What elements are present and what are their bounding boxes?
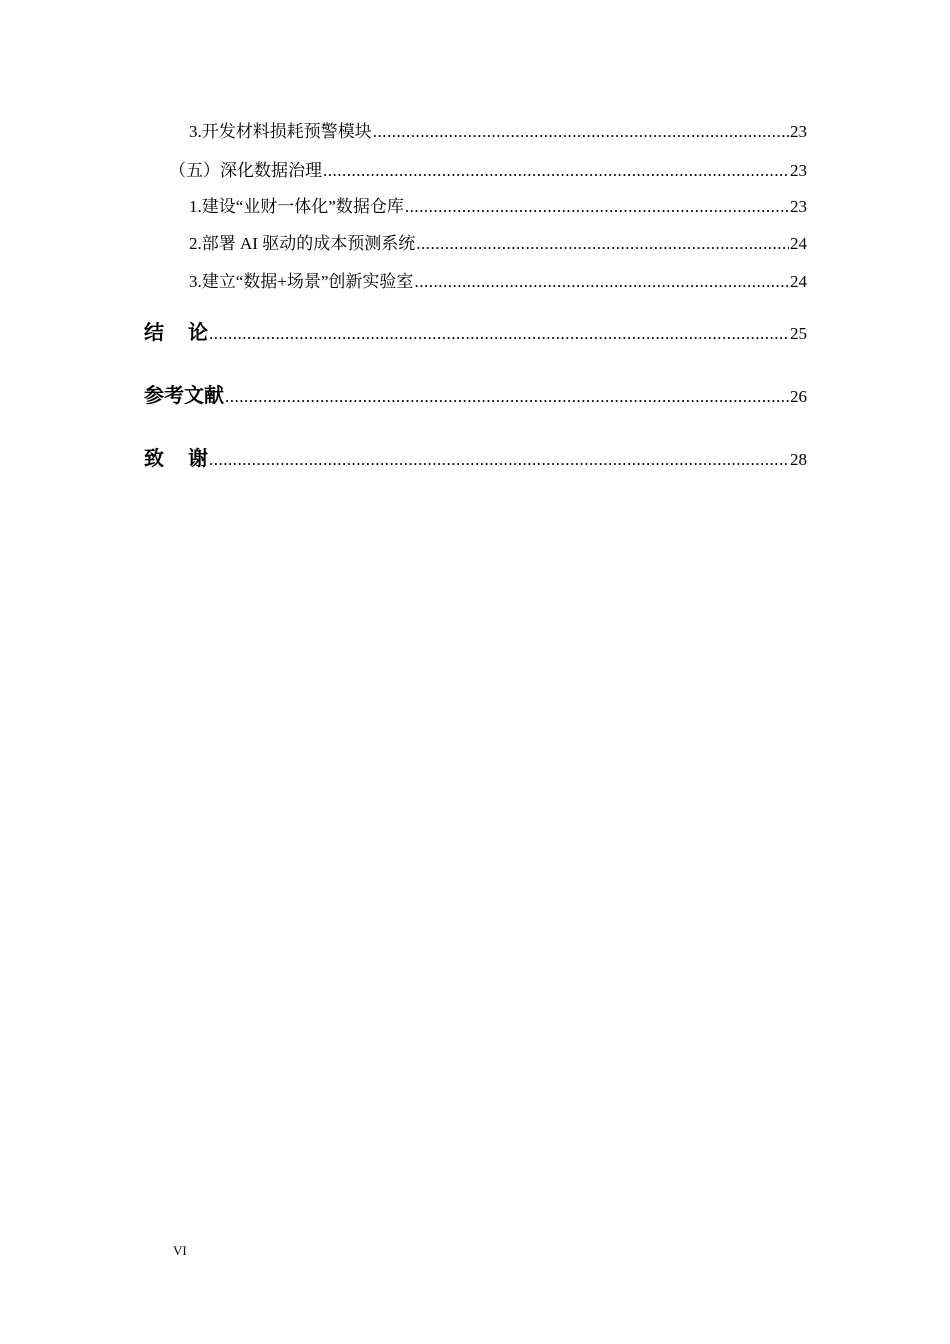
dot-leader — [323, 161, 789, 181]
dot-leader — [405, 197, 789, 217]
toc-entry-title: 参考文献 — [144, 383, 224, 407]
toc-entry-title: 3.建立“数据+场景”创新实验室 — [189, 272, 414, 291]
title-char: 致 — [144, 446, 164, 470]
dot-leader — [209, 324, 789, 344]
toc-entry-page: 24 — [790, 272, 807, 291]
dot-leader — [416, 234, 789, 254]
dot-leader — [225, 387, 789, 407]
dot-leader — [414, 272, 789, 292]
toc-entry-title: 2.部署 AI 驱动的成本预测系统 — [189, 234, 416, 253]
toc-entry-innovation-lab[interactable] — [189, 267, 807, 289]
toc-entry-references[interactable] — [144, 379, 807, 405]
toc-entry-data-governance[interactable] — [169, 156, 807, 178]
toc-entry-page: 26 — [790, 387, 807, 406]
toc-entry-material-loss-warning[interactable] — [189, 117, 807, 139]
page-number-footer: VI — [173, 1243, 187, 1258]
toc-entry-title: 1.建设“业财一体化”数据仓库 — [189, 197, 404, 216]
title-char: 结 — [144, 320, 164, 344]
toc-entry-page: 25 — [790, 324, 807, 343]
toc-entry-title: （五）深化数据治理 — [169, 161, 322, 180]
dot-leader — [209, 450, 789, 470]
toc-entry-page: 23 — [790, 197, 807, 216]
toc-entry-page: 24 — [790, 234, 807, 253]
toc-entry-ai-cost-forecast[interactable] — [189, 229, 807, 251]
dot-leader — [373, 122, 789, 142]
toc-entry-page: 28 — [790, 450, 807, 469]
title-char: 谢 — [188, 446, 208, 470]
toc-entry-data-warehouse[interactable] — [189, 192, 807, 214]
toc-entry-title — [144, 442, 208, 471]
toc-entry-title — [144, 316, 208, 345]
toc-entry-page: 23 — [790, 122, 807, 141]
toc-entry-acknowledgements[interactable] — [144, 442, 807, 468]
toc-entry-page: 23 — [790, 161, 807, 180]
toc-entry-conclusion[interactable] — [144, 316, 807, 342]
title-char: 论 — [188, 320, 208, 344]
toc-entry-title: 3.开发材料损耗预警模块 — [189, 122, 372, 141]
